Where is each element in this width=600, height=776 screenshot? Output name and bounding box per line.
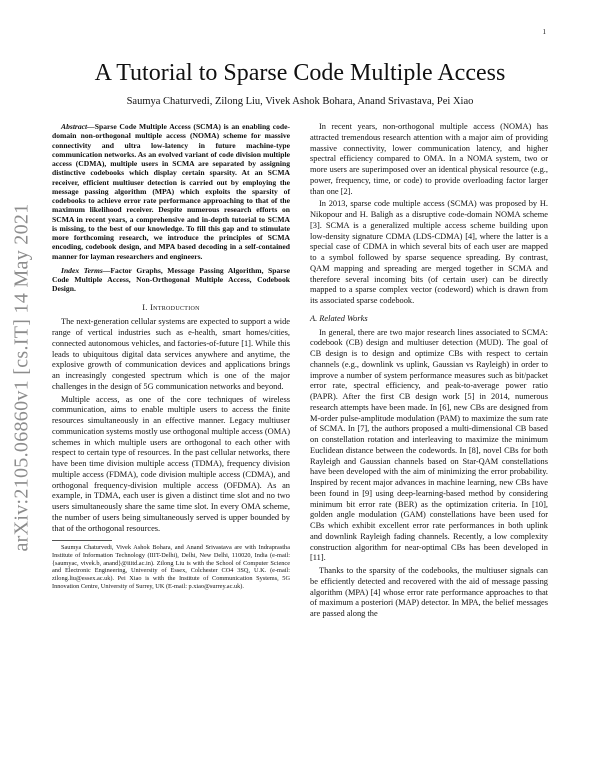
index-terms-label: Index Terms— [61,265,111,275]
subsection-heading-related-works: A. Related Works [310,313,368,323]
author-list: Saumya Chaturvedi, Zilong Liu, Vivek Ashok Bohara, Anand Srivastava, Pei Xiao [126,96,474,107]
paragraph: Thanks to the sparsity of the codebooks, the multiuser signals can be efficiently detected and recovered with the aid of message passing algorithm (MPA) [4] whose error rate performance approaches to that of maximum a posteriori (MAP) detector. In MPA, the belief messages are passed along the [310,566,548,618]
page-number: 1 [542,28,546,36]
abstract-label: Abstract— [61,122,95,131]
paragraph: In general, there are two major research lines associated to SCMA: codebook (CB) design and multiuser detection (MUD). The goal of CB design is to design and optimize CBs with respect to certain channels (e.g., downlink vs uplink, Gaussian vs Rayleigh) in order to improve a number of system performance measures such as bit/packet error rate, spectral efficiency, and peak-to-average power ratio (PAPR). After the first CB design work [5] in 2014, numerous research attempts have been made. In [6], new CBs are designed from M-order pulse-amplitude modulation (PAM) to maximize the sum rate of SCMA. In [7], the authors proposed a multi-dimensional CB based on constellation rotation and interleaving to maximize the minimum Euclidean distance between the codewords. In [8], novel CBs for both Rayleigh and Gaussian channels based on Star-QAM constellations have been developed with the aim of minimizing the error probability. Inspired by recent major advances in machine learning, new CBs have been found in [9] using deep-learning-based method by considering minimum bit error rate (BER) as the optimization criteria. In [10], golden angle modulation (GAM) constellations have been used for CBs which exhibit excellent error rate performances in both uplink and downlink Rayleigh fading channels. Recently, a low complexity construction algorithm for near-optimal CBs has been developed in [11]. [310,327,548,563]
index-terms [52,266,290,294]
paper-title: A Tutorial to Sparse Code Multiple Access [94,60,506,86]
paragraph: In 2013, sparse code multiple access (SCMA) was proposed by H. Nikopour and H. Baligh as a disruptive code-domain NOMA scheme [3]. SCMA is a generalized multiple access scheme building upon low-density signature CDMA (LDS-CDMA) [4], where the latter is a special case of CDMA in which several bits of each user are mapped to a symbol followed by sparse sequence spreading. By contrast, QAM mapping and spreading are merged together in SCMA and therefore several incoming bits (of certain user) can be directly mapped to a sparse complex vector (codeword) which is drawn from its associated sparse codebook. [310,199,548,305]
left-column [52,122,290,590]
paragraph: Multiple access, as one of the core techniques of wireless communication, aims to enable multiple users to access the finite resources simultaneously in an effective manner. Legacy multiuser communication systems mostly use orthogonal multiple access (OMA) schemes in which multiple users are orthogonal to each other with respect to certain type of resources. In the past cellular networks, there have been time division multiple access (TDMA), frequency division multiple access (FDMA), code division multiple access (CDMA), and orthogonal frequency-division multiple access (OFDMA). As an example, in TDMA, each user is given a distinct time slot and no two users simultaneously share the same time slot. In every OMA scheme, the number of users being simultaneously served is upper bounded by that of the orthogonal resources. [52,394,290,533]
paragraph: In recent years, non-orthogonal multiple access (NOMA) has attracted tremendous research attention with a major aim of providing massive connectivity, lower communication latency, and higher spectral efficiency compared to OMA. In a NOMA system, two or more users are superimposed over an identical physical resource (e.g., power, frequency, time, or code) to provide overloading factor larger than one [2]. [310,122,548,196]
right-column [310,122,548,622]
index-terms-text: Factor Graphs, Message Passing Algorithm, Sparse Code Multiple Access, Non-Orthogonal Multiple Access, Codebook Design. [52,265,290,294]
paragraph: The next-generation cellular systems are expected to support a wide range of vertical industries such as e-health, smart homes/cities, connected autonomous vehicles, and factories-of-future [1]. While this leads to ubiquitous digital data services anywhere and anytime, the explosive growth of communication devices and applications brings an increasingly congested spectrum which is one of the major challenges in the design of 5G communication networks and beyond. [52,317,290,391]
abstract-text: Sparse Code Multiple Access (SCMA) is an enabling code-domain non-orthogonal multiple access (NOMA) scheme for massive connectivity and ultra low-latency in future machine-type communication networks. As an evolved variant of code division multiple access (CDMA), multiple users in SCMA are separated by assigning distinctive codebooks which display certain sparsity. At an SCMA receiver, efficient multiuser detection is carried out by employing the message passing algorithm (MPA) which exploits the sparsity of codebooks to achieve error rate performance approaching to that of the maximum likelihood receiver. Despite numerous research efforts on SCMA in recent years, a comprehensive and in-depth tutorial to SCMA is missing, to the best of our knowledge. To fill this gap and to stimulate more forthcoming research, we introduce the principles of SCMA encoding, codebook design, and MPA based decoding in a self-contained manner for layman researchers and engineers. [52,122,290,261]
arxiv-stamp: arXiv:2105.06860v1 [cs.IT] 14 May 2021 [10,203,33,552]
author-footnote: Saumya Chaturvedi, Vivek Ashok Bohara, and Anand Srivastava are with Indraprastha Institute of Information Technology (IIIT-Delhi), Delhi, New Delhi, 110020, India (e-mail: {saumyac, vivek.b, anand}@iiitd.ac.in). Zilong Liu is with the School of Computer Science and Electronic Engineering, University of Essex, Colchester CO4 3SQ, U.K. (e-mail: zilong.liu@essex.ac.uk). Pei Xiao is with the Institute of Communication Systems, 5G Innovation Centre, University of Surrey, UK (E-mail: p.xiao@surrey.ac.uk). [52,544,290,590]
section-heading-introduction: I. Introduction [142,302,200,312]
abstract [52,122,290,261]
footnote-divider [52,540,112,541]
